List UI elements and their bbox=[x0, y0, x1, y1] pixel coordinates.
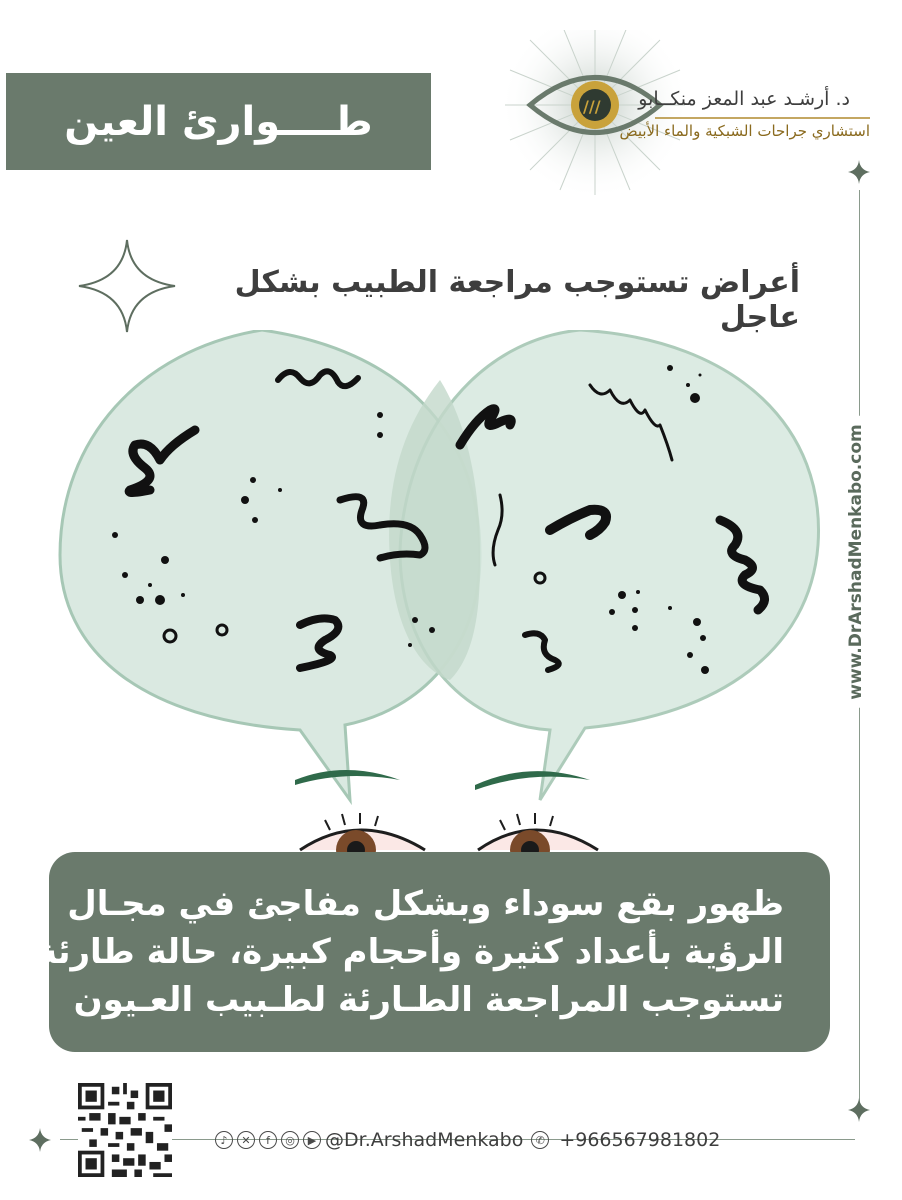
instagram-icon[interactable]: ◎ bbox=[281, 1131, 299, 1149]
social-handle[interactable]: @Dr.ArshadMenkabo bbox=[325, 1129, 524, 1151]
doctor-title: استشاري جراحات الشبكية والماء الأبيض bbox=[619, 122, 870, 140]
logo bbox=[490, 30, 880, 210]
description-box bbox=[37, 852, 830, 1052]
x-icon[interactable]: ✕ bbox=[237, 1131, 255, 1149]
youtube-icon[interactable]: ▶ bbox=[303, 1131, 321, 1149]
doctor-name: د. أرشـد عبد المعز منكــابو bbox=[638, 88, 850, 110]
description-line: الرؤية بأعداد كثيرة وأحجام كبيرة، حالة طارئة bbox=[37, 932, 784, 972]
phone-number[interactable]: +966567981802 bbox=[559, 1129, 721, 1151]
sparkle-icon bbox=[848, 1098, 870, 1122]
page-title: طــــوارئ العين bbox=[6, 73, 431, 170]
facebook-icon[interactable]: f bbox=[259, 1131, 277, 1149]
description-line: ظهور بقع سوداء وبشكل مفاجئ في مجـال bbox=[67, 884, 784, 924]
floaters-illustration bbox=[0, 330, 902, 860]
sparkle-icon bbox=[29, 1128, 51, 1152]
sparkle-icon bbox=[79, 240, 175, 332]
svg-text:///: /// bbox=[583, 97, 601, 116]
description-line: تستوجب المراجعة الطـارئة لطـبيب العـيون bbox=[73, 980, 784, 1020]
qr-code-icon[interactable] bbox=[78, 1083, 172, 1177]
whatsapp-icon[interactable]: ✆ bbox=[531, 1131, 549, 1149]
tiktok-icon[interactable]: ♪ bbox=[215, 1131, 233, 1149]
website-link[interactable]: www.DrArshadMenkabo.com bbox=[846, 416, 866, 708]
contact-bar bbox=[215, 1126, 720, 1154]
subtitle: أعراض تستوجب مراجعة الطبيب بشكل عاجل bbox=[234, 265, 800, 335]
speech-bubbles bbox=[60, 330, 819, 800]
eye-logo-icon bbox=[490, 30, 880, 210]
